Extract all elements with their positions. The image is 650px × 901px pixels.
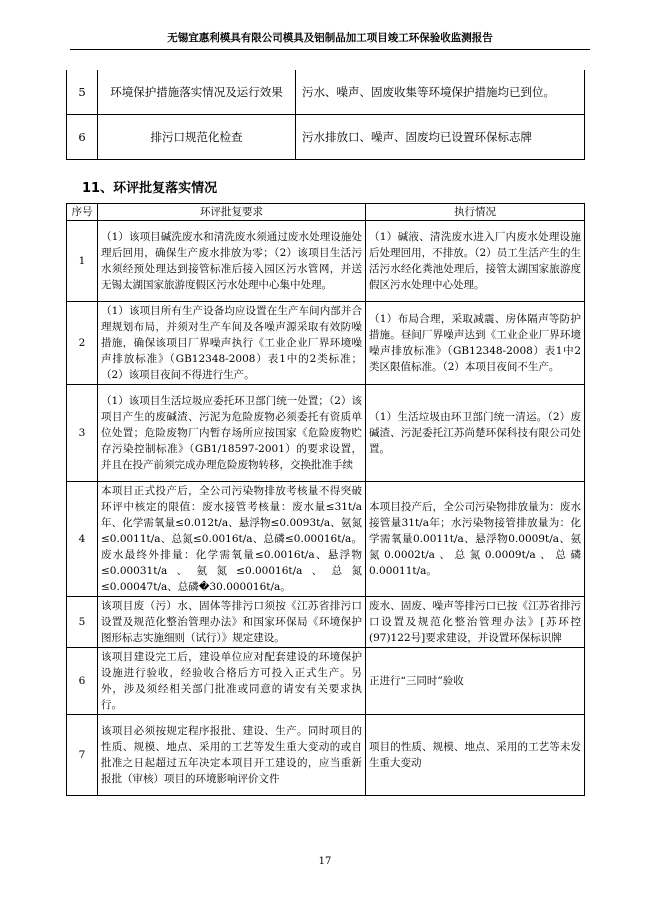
- header-requirement: 环评批复要求: [98, 204, 366, 221]
- check-item: 排污口规范化检查: [98, 115, 296, 160]
- check-status: 污水、噪声、固废收集等环境保护措施均已到位。: [296, 70, 585, 115]
- table-row: [67, 715, 585, 796]
- requirement-text: （1）该项目所有生产设备均应设置在生产车间内部并合理规划布局，并须对生产车间及各噪声源采取有效防噪措施，确保该项目厂界噪声执行《工业企业厂界环境噪声排放标准》（GB12348-2008）表1中的2类标准；（2）该项目夜间不得进行生产。: [98, 302, 366, 385]
- row-number: 4: [67, 482, 98, 597]
- table-row: [67, 648, 585, 715]
- execution-text: （1）布局合理，采取减震、房体隔声等防护措施。昼间厂界噪声达到《工业企业厂界环境噪声排放标准》（GB12348-2008）表1中2类区限值标准。（2）本项目夜间不生产。: [366, 302, 585, 385]
- page-number: 17: [318, 856, 332, 867]
- table-row: [67, 302, 585, 385]
- table-row: [67, 482, 585, 597]
- row-number: 3: [67, 385, 98, 482]
- header-number: 序号: [67, 204, 98, 221]
- row-number: 6: [67, 648, 98, 715]
- table-row: [67, 221, 585, 302]
- requirement-text: 该项目建设完工后，建设单位应对配套建设的环境保护设施进行验收，经验收合格后方可投入正式生产。另外，涉及须经相关部门批准或同意的请安有关要求执行。: [98, 648, 366, 715]
- row-number: 1: [67, 221, 98, 302]
- row-number: 7: [67, 715, 98, 796]
- table-row: [67, 597, 585, 648]
- execution-text: 项目的性质、规模、地点、采用的工艺等未发生重大变动: [366, 715, 585, 796]
- execution-text: 本项目投产后，全公司污染物排放量为：废水接管量31t/a年；水污染物接管排放量为：化学需氧量0.0011t/a、悬浮物0.0009t/a、氨氮0.0002t/a、总氮0.0009t/a、总磷0.00011t/a。: [366, 482, 585, 597]
- row-number: 6: [67, 115, 98, 160]
- execution-text: 废水、固废、噪声等排污口已按《江苏省排污口设置及规范化整治管理办法》[苏环控(97)122号]要求建设，并设置环保标识牌: [366, 597, 585, 648]
- check-item: 环境保护措施落实情况及运行效果: [98, 70, 296, 115]
- table-row: [67, 115, 585, 160]
- report-header: 无锡宜惠利模具有限公司模具及铝制品加工项目竣工环保验收监测报告: [70, 30, 590, 50]
- requirement-text: 本项目正式投产后，全公司污染物排放考核量不得突破环评中核定的限值：废水接管考核量：废水量≤31t/a 年、化学需氧量≤0.012t/a、悬浮物≤0.0093t/a、氨氮≤0.0011t/a、总氮≤0.0016t/a、总磷≤0.00016t/a。废水最终外排量：化学需氧量≤0.0016t/a、悬浮物≤0.00031t/a、氨氮≤0.00016t/a、总氮≤0.00047t/a、总磷�30.000016t/a。: [98, 482, 366, 597]
- section-title: 11、环评批复落实情况: [82, 181, 218, 196]
- requirement-text: 该项目废（污）水、固体等排污口须按《江苏省排污口设置及规范化整治管理办法》和国家环保局《环境保护图形标志实施细则（试行）》规定建设。: [98, 597, 366, 648]
- approval-implementation-table: [66, 203, 585, 796]
- row-number: 5: [67, 70, 98, 115]
- requirement-text: （1）该项目碱洗废水和清洗废水须通过废水处理设施处理后回用，确保生产废水排放为零；（2）该项目生活污水须经预处理达到接管标准后接入园区污水管网，并送无锡太湖国家旅游度假区污水处理中心集中处理。: [98, 221, 366, 302]
- table-row: [67, 70, 585, 115]
- environmental-measures-table: [66, 70, 585, 160]
- execution-text: （1）生活垃圾由环卫部门统一清运。（2）废碱渣、污泥委托江苏尚楚环保科技有限公司处置。: [366, 385, 585, 482]
- execution-text: （1）碱液、清洗废水进入厂内废水处理设施后处理回用，不排放。（2）员工生活产生的生活污水经化粪池处理后，接管太湖国家旅游度假区污水处理中心处理。: [366, 221, 585, 302]
- header-execution: 执行情况: [366, 204, 585, 221]
- check-status: 污水排放口、噪声、固废均已设置环保标志牌: [296, 115, 585, 160]
- table-header-row: [67, 204, 585, 221]
- requirement-text: 该项目必须按规定程序报批、建设、生产。同时项目的性质、规模、地点、采用的工艺等发生重大变动的或自批准之日起超过五年决定本项目开工建设的，应当重新报批（审核）项目的环境影响评价文件: [98, 715, 366, 796]
- row-number: 2: [67, 302, 98, 385]
- execution-text: 正进行“三同时”验收: [366, 648, 585, 715]
- requirement-text: （1）该项目生活垃圾应委托环卫部门统一处置；（2）该项目产生的废碱渣、污泥为危险废物必须委托有资质单位处置；危险废物厂内暂存场所应按国家《危险废物贮存污染控制标准》（GB1/18597-2001）的要求设置，并且在投产前须完成办理危险废物转移，交换批准手续: [98, 385, 366, 482]
- row-number: 5: [67, 597, 98, 648]
- table-row: [67, 385, 585, 482]
